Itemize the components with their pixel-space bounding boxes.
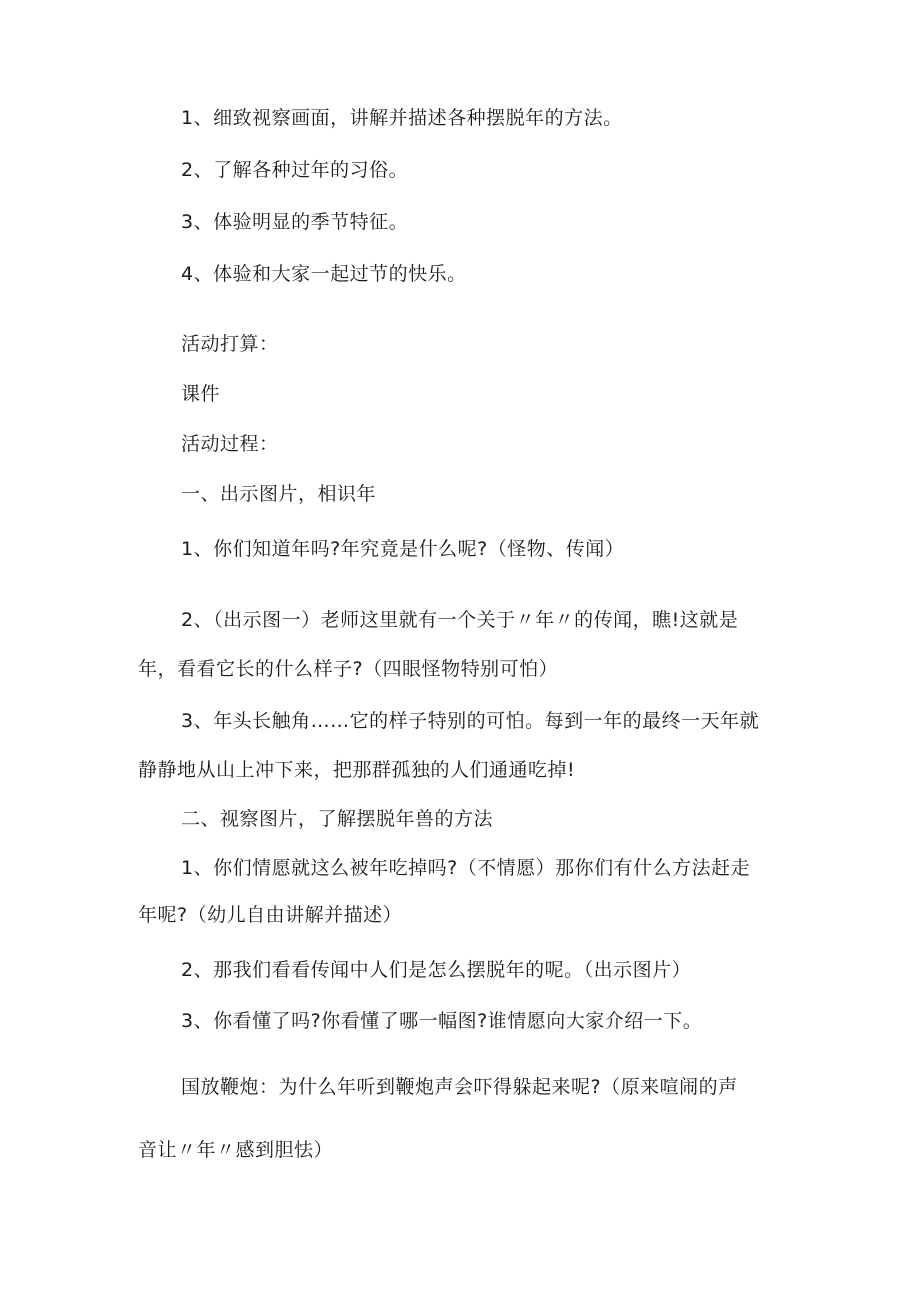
section-1-paragraph-3-line-1: 3、年头长触角……它的样子特别的可怕。每到一年的最终一天年就 [181,710,760,732]
section-1-heading: 一、出示图片，相识年 [181,483,377,505]
section-2-paragraph-1-line-1: 1、你们情愿就这么被年吃掉吗?（不情愿）那你们有什么方法赶走 [181,857,751,879]
section-2-paragraph-1-line-2: 年呢?（幼儿自由讲解并描述） [138,904,403,926]
preparation-heading: 活动打算： [181,333,279,355]
goal-item-4: 4、体验和大家一起过节的快乐。 [181,263,467,285]
process-heading: 活动过程： [181,433,279,455]
section-2-paragraph-4-line-1: 国放鞭炮：为什么年听到鞭炮声会吓得躲起来呢?（原来喧闹的声 [181,1076,738,1098]
preparation-item: 课件 [181,383,221,405]
section-2-heading: 二、视察图片，了解摆脱年兽的方法 [181,808,494,830]
section-2-paragraph-3: 3、你看懂了吗?你看懂了哪一幅图?谁情愿向大家介绍一下。 [181,1010,703,1032]
section-2-paragraph-4-line-2: 音让〃年〃感到胆怯） [138,1139,334,1161]
section-2-paragraph-2: 2、那我们看看传闻中人们是怎么摆脱年的呢。（出示图片） [181,959,692,981]
section-1-paragraph-3-line-2: 静静地从山上冲下来，把那群孤独的人们通通吃掉! [138,759,576,781]
goal-item-1: 1、细致视察画面，讲解并描述各种摆脱年的方法。 [181,107,623,129]
goal-item-3: 3、体验明显的季节特征。 [181,211,409,233]
section-1-paragraph-1: 1、你们知道年吗?年究竟是什么呢?（怪物、传闻） [181,538,625,560]
goal-item-2: 2、了解各种过年的习俗。 [181,159,409,181]
section-1-paragraph-2-line-1: 2、（出示图一）老师这里就有一个关于〃年〃的传闻，瞧!这就是 [181,609,739,631]
section-1-paragraph-2-line-2: 年，看看它长的什么样子?（四眼怪物特别可怕） [138,658,559,680]
